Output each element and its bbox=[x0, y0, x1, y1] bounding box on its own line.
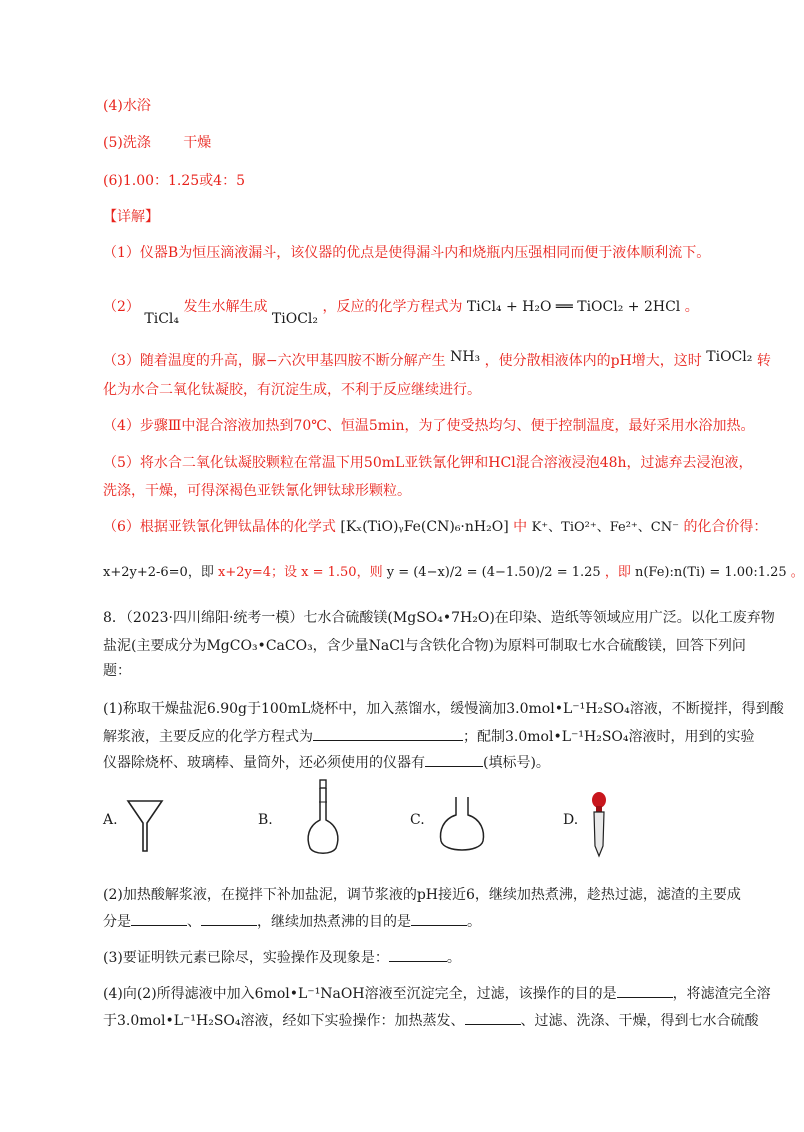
detail-p2-ticl4: TiCl₄ bbox=[144, 311, 179, 327]
funnel-icon bbox=[125, 795, 165, 855]
q4-line2 bbox=[103, 1010, 759, 1031]
volumetric-flask-icon bbox=[302, 778, 344, 858]
q1-instrument-blank[interactable] bbox=[425, 752, 483, 767]
detail-p6-d: ，即 bbox=[604, 565, 631, 580]
detail-p6-eq1: x+2y+2-6=0，即 bbox=[103, 565, 214, 580]
detail-p6-fraction: y = (4−x)/2 = (4−1.50)/2 = 1.25 bbox=[386, 565, 601, 580]
q2-residue-blank-2[interactable] bbox=[201, 911, 257, 926]
detail-p2-tiocl2: TiOCl₂ bbox=[271, 311, 319, 327]
detail-p1: （1）仪器B为恒压滴液漏斗，该仪器的优点是使得漏斗内和烧瓶内压强相同而便于液体顺利流下。 bbox=[103, 245, 711, 261]
answer-4: (4)水浴 bbox=[103, 98, 151, 114]
detail-p3-a: （3）随着温度的升高，脲−六次甲基四胺不断分解产生 bbox=[103, 353, 446, 369]
q1-line3-a: 仪器除烧杯、玻璃棒、量筒外，还必须使用的仪器有 bbox=[103, 755, 425, 771]
q1-equation-blank[interactable] bbox=[313, 726, 463, 741]
detail-p6-ions: K⁺、TiO²⁺、Fe²⁺、CN⁻ bbox=[531, 520, 679, 535]
answer-5 bbox=[103, 133, 211, 153]
detail-p4: （4）步骤Ⅲ中混合溶液加热到70℃、恒温5min，为了使受热均匀、便于控制温度，最好采用水浴加热。 bbox=[103, 418, 755, 434]
q8-stem-line2: 盐泥(主要成分为MgCO₃•CaCO₃，含少量NaCl与含铁化合物)为原料可制取七水合硫酸镁，回答下列问 bbox=[103, 638, 746, 654]
q1-line2-a: 解浆液，主要反应的化学方程式为 bbox=[103, 729, 313, 745]
answer-6: (6)1.00：1.25或4：5 bbox=[103, 173, 245, 189]
q8-stem-line3: 题： bbox=[103, 663, 131, 679]
detail-p6-formula: [Kₓ(TiO)ᵧFe(CN)₆·nH₂O] bbox=[340, 519, 509, 535]
q4-line1-b: ，将滤渣完全溶 bbox=[672, 986, 771, 1002]
q8-stem-line1: 8．（2023·四川绵阳·统考一模）七水合硫酸镁(MgSO₄•7H₂O)在印染、造纸等领域应用广泛。以化工废弃物 bbox=[103, 610, 775, 626]
detail-p6-a: （6）根据亚铁氰化钾钛晶体的化学式 bbox=[103, 519, 336, 535]
detail-p5-line1: （5）将水合二氧化钛凝胶颗粒在常温下用50mL亚铁氰化钾和HCl混合溶液浸泡48h，过滤弃去浸泡液， bbox=[103, 455, 753, 471]
q2-line2-b: 、 bbox=[187, 914, 201, 930]
q4-purpose-blank[interactable] bbox=[617, 983, 673, 998]
q2-line2-d: 。 bbox=[467, 914, 481, 930]
option-d-label: D. bbox=[563, 812, 579, 828]
detail-p6-ratio: n(Fe):n(Ti) = 1.00:1.25 bbox=[634, 565, 787, 580]
q1-line2 bbox=[103, 726, 755, 747]
q1-line3-b: (填标号)。 bbox=[483, 755, 550, 771]
q3-a: (3)要证明铁元素已除尽，实验操作及现象是： bbox=[103, 950, 389, 966]
detail-p6-line2 bbox=[103, 563, 804, 583]
detail-p2-equation: TiCl₄ + H₂O ══ TiOCl₂ + 2HCl bbox=[466, 299, 681, 315]
q2-residue-blank-1[interactable] bbox=[131, 911, 187, 926]
round-bottom-flask-icon bbox=[437, 795, 487, 859]
detail-p3-line1 bbox=[103, 351, 771, 371]
detail-p5-line2: 洗涤，干燥，可得深褐色亚铁氰化钾钛球形颗粒。 bbox=[103, 483, 411, 499]
dropper-icon bbox=[587, 790, 611, 858]
detail-p6-eq2: x+2y=4；设 bbox=[217, 565, 297, 580]
q2-line2-a: 分是 bbox=[103, 914, 131, 930]
detail-heading: 【详解】 bbox=[103, 209, 159, 225]
option-c-label: C. bbox=[410, 812, 425, 828]
q2-purpose-blank[interactable] bbox=[411, 911, 467, 926]
q1-line1: (1)称取干燥盐泥6.90g于100mL烧杯中，加入蒸馏水，缓慢滴加3.0mol•L⁻¹H₂SO₄溶液，不断搅拌，得到酸 bbox=[103, 701, 784, 717]
option-a-label: A. bbox=[103, 812, 118, 828]
detail-p2 bbox=[103, 297, 699, 327]
detail-p3-line2: 化为水合二氧化钛凝胶，有沉淀生成，不利于反应继续进行。 bbox=[103, 382, 481, 398]
detail-p6-eq3: x = 1.50，则 bbox=[301, 565, 383, 580]
detail-p6-end: 。 bbox=[790, 565, 804, 580]
detail-p3-nh3: NH₃ bbox=[450, 349, 481, 365]
q4-line1-a: (4)向(2)所得滤液中加入6mol•L⁻¹NaOH溶液至沉淀完全，过滤，该操作的目的是 bbox=[103, 986, 617, 1002]
q3-b: 。 bbox=[446, 950, 461, 966]
detail-p6-b: 中 bbox=[513, 519, 528, 535]
detail-p3-b: ，使分散相液体内的pH增大，这时 bbox=[484, 353, 702, 369]
answer-5-label: (5)洗涤 bbox=[103, 135, 151, 151]
detail-p6-c: 的化合价得： bbox=[683, 519, 768, 535]
q4-line1 bbox=[103, 983, 771, 1004]
q4-operation-blank[interactable] bbox=[465, 1010, 521, 1025]
detail-p2-end: 。 bbox=[684, 299, 699, 315]
detail-p2-c: 发生水解生成 bbox=[183, 299, 268, 315]
q2-line1: (2)加热酸解浆液，在搅拌下补加盐泥，调节浆液的pH接近6，继续加热煮沸，趁热过滤，滤渣的主要成 bbox=[103, 887, 741, 903]
q1-line2-b: ；配制3.0mol•L⁻¹H₂SO₄溶液时，用到的实验 bbox=[463, 729, 755, 745]
detail-p2-e: ，反应的化学方程式为 bbox=[322, 299, 463, 315]
q1-line3 bbox=[103, 752, 550, 773]
q4-line2-b: 、过滤、洗涤、干燥，得到七水合硫酸 bbox=[520, 1013, 759, 1029]
q2-line2 bbox=[103, 911, 481, 932]
detail-p3-c: 转 bbox=[756, 353, 771, 369]
detail-p2-a: （2） bbox=[103, 299, 140, 315]
answer-5-extra: 干燥 bbox=[183, 135, 212, 151]
q4-line2-a: 于3.0mol•L⁻¹H₂SO₄溶液，经如下实验操作：加热蒸发、 bbox=[103, 1013, 465, 1029]
q2-line2-c: ，继续加热煮沸的目的是 bbox=[257, 914, 411, 930]
detail-p6-line1 bbox=[103, 517, 767, 538]
q3-blank[interactable] bbox=[389, 947, 447, 962]
q3-line bbox=[103, 947, 461, 968]
detail-p3-tiocl2: TiOCl₂ bbox=[706, 349, 753, 365]
option-b-label: B. bbox=[258, 812, 273, 828]
